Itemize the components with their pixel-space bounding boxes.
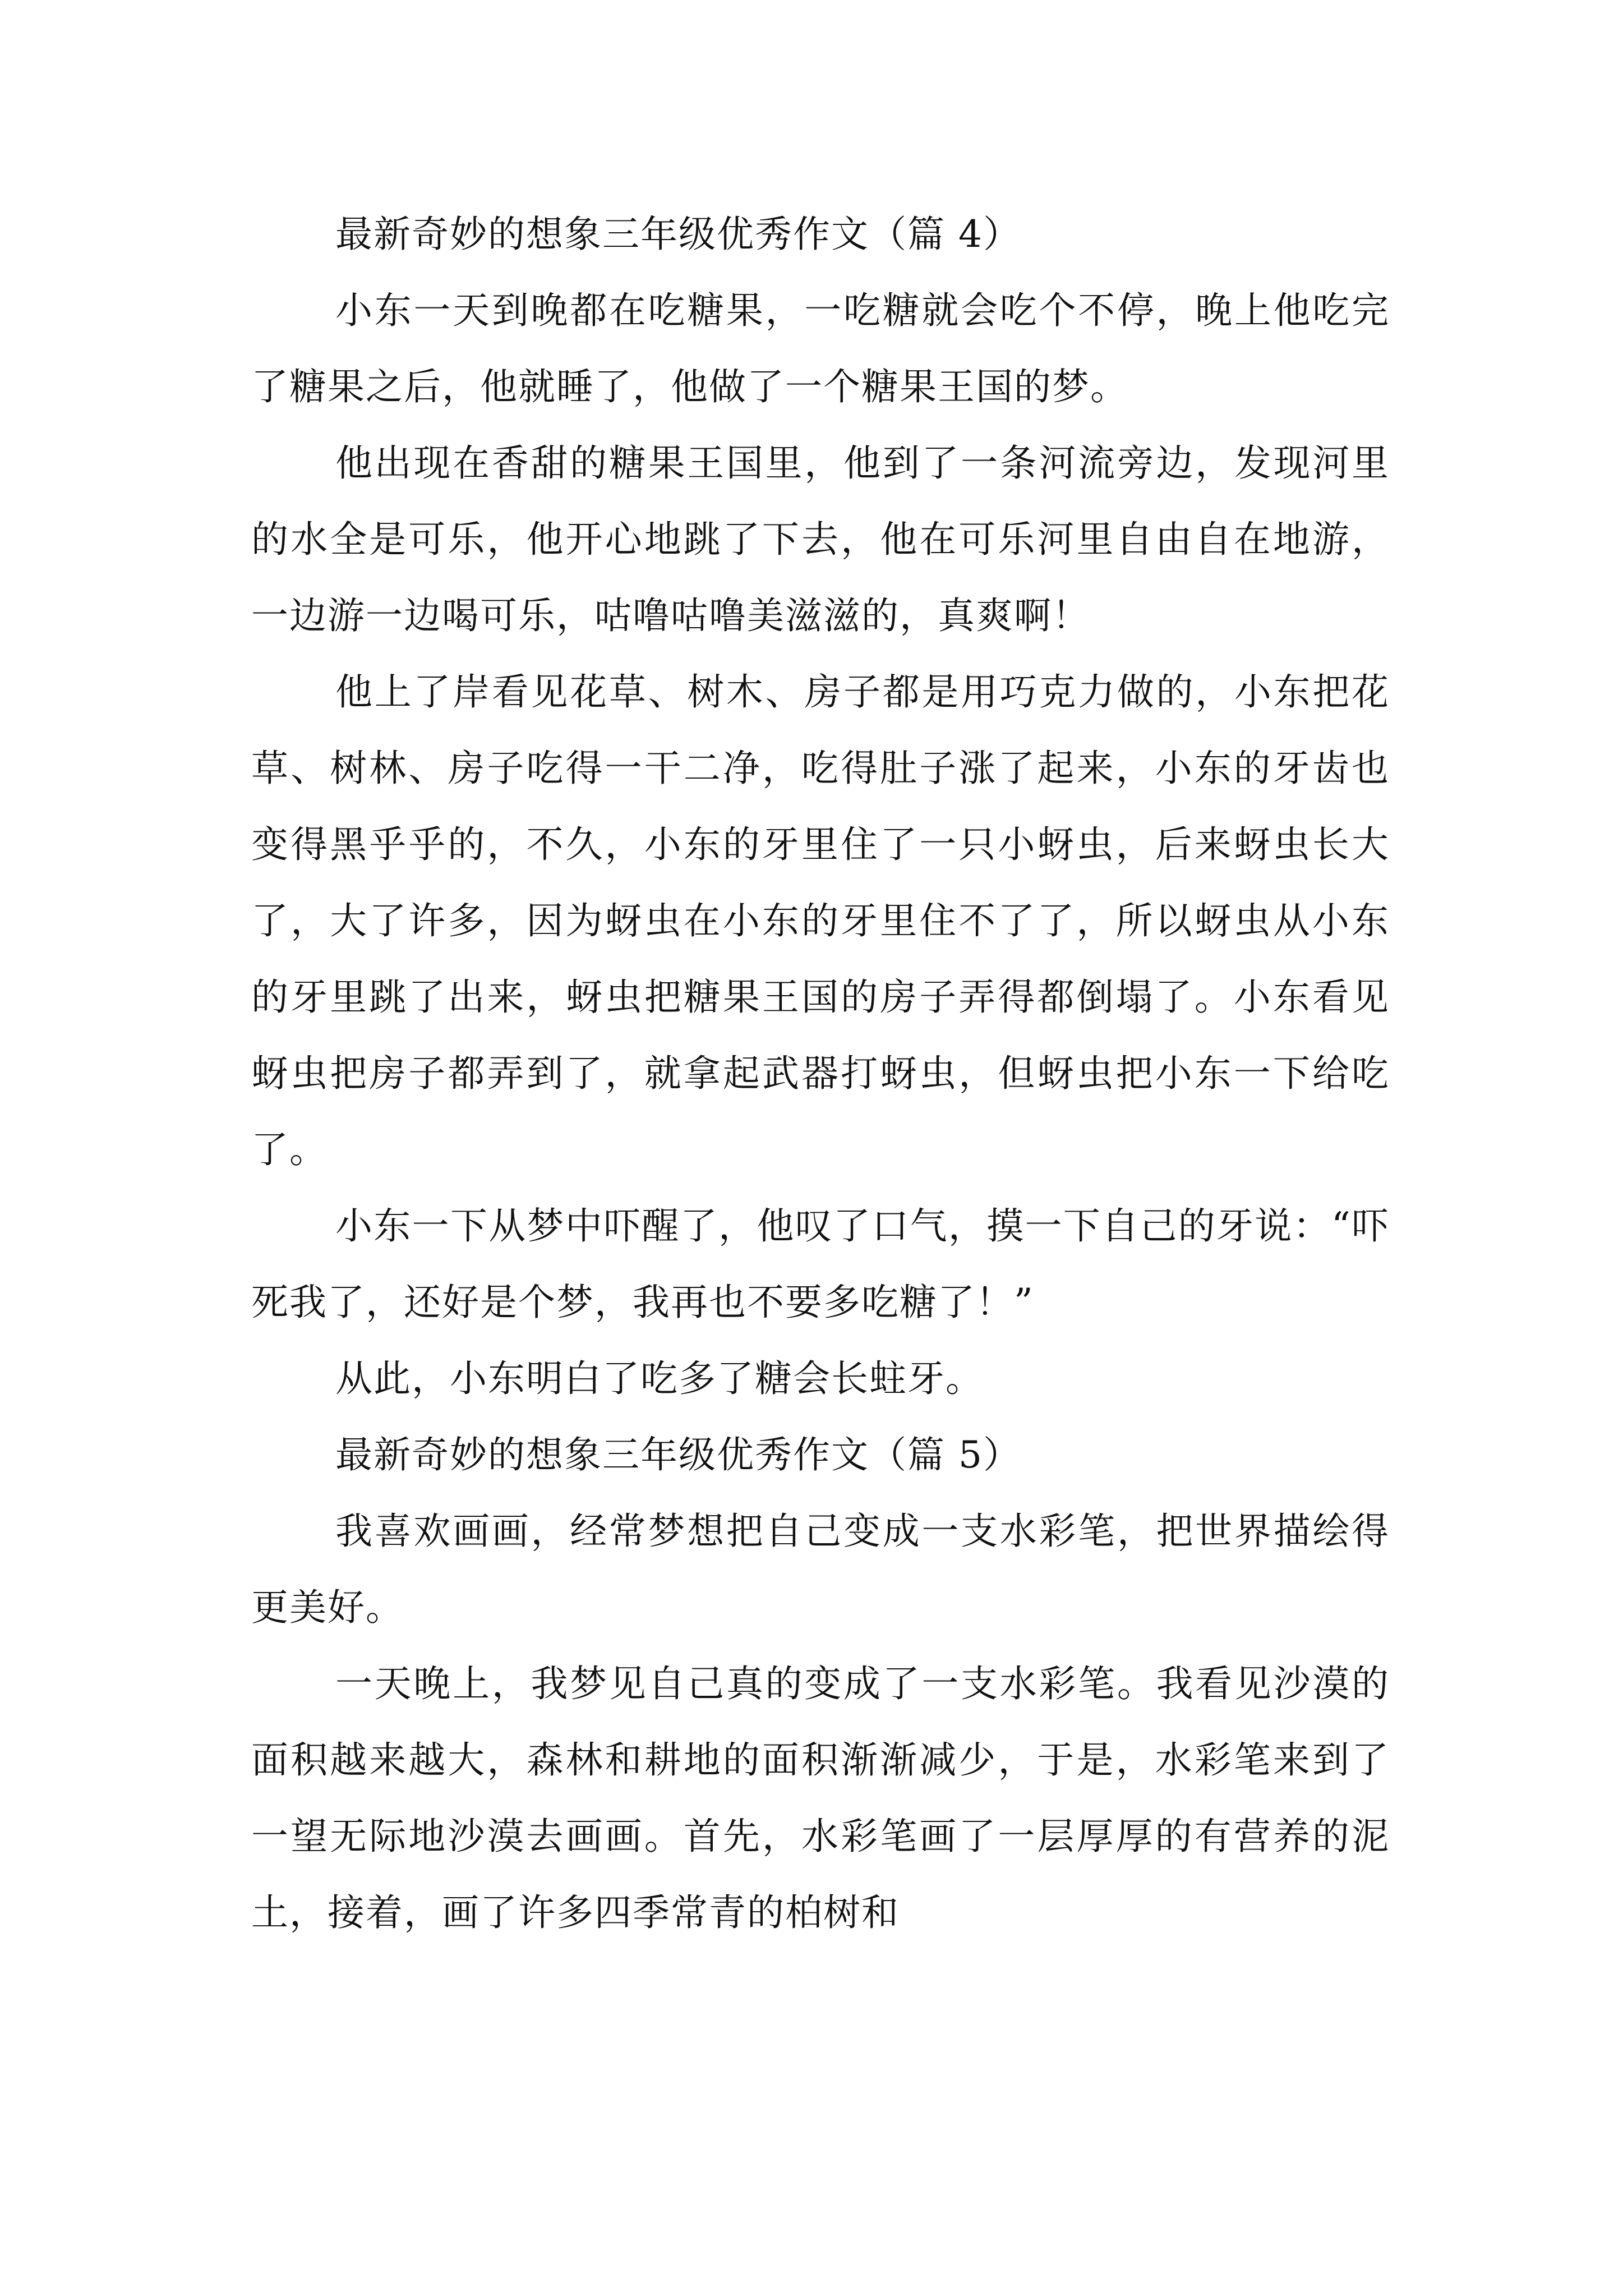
paragraph: 一天晚上，我梦见自己真的变成了一支水彩笔。我看见沙漠的面积越来越大，森林和耕地的面积渐渐减少，于是，水彩笔来到了一望无际地沙漠去画画。首先，水彩笔画了一层厚厚的有营养的泥土，接着，画了许多四季常青的柏树和	[251, 1662, 1390, 1934]
paragraph: 他上了岸看见花草、树木、房子都是用巧克力做的，小东把花草、树林、房子吃得一干二净，吃得肚子涨了起来，小东的牙齿也变得黑乎乎的，不久，小东的牙里住了一只小蚜虫，后来蚜虫长大了，大了许多，因为蚜虫在小东的牙里住不了了，所以蚜虫从小东的牙里跳了出来，蚜虫把糖果王国的房子弄得都倒塌了。小东看见蚜虫把房子都弄到了，就拿起武器打蚜虫，但蚜虫把小东一下给吃了。	[251, 670, 1390, 1171]
essay-title-5: 最新奇妙的想象三年级优秀作文（篇 5）	[335, 1433, 1021, 1476]
paragraph: 他出现在香甜的糖果王国里，他到了一条河流旁边，发现河里的水全是可乐，他开心地跳了下去，他在可乐河里自由自在地游，一边游一边喝可乐，咕噜咕噜美滋滋的，真爽啊！	[251, 441, 1390, 637]
paragraph: 我喜欢画画，经常梦想把自己变成一支水彩笔，把世界描绘得更美好。	[251, 1510, 1390, 1629]
document-body	[251, 196, 1390, 1951]
essay-title-4: 最新奇妙的想象三年级优秀作文（篇 4）	[335, 213, 1021, 256]
paragraph: 小东一下从梦中吓醒了，他叹了口气，摸一下自己的牙说：“吓死我了，还好是个梦，我再也不要多吃糖了！”	[251, 1204, 1390, 1324]
paragraph: 小东一天到晚都在吃糖果，一吃糖就会吃个不停，晚上他吃完了糖果之后，他就睡了，他做了一个糖果王国的梦。	[251, 289, 1390, 408]
paragraph: 从此，小东明白了吃多了糖会长蛀牙。	[335, 1357, 984, 1400]
